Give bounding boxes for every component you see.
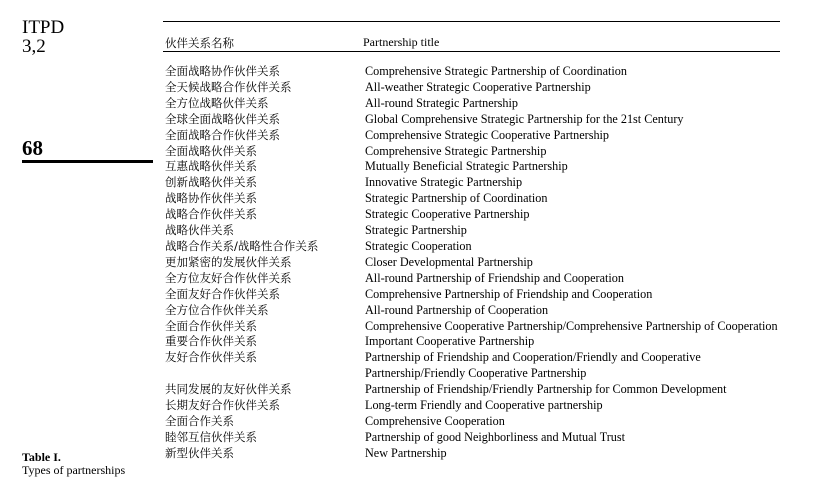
table-header-rule <box>163 51 780 52</box>
table-row <box>163 430 783 446</box>
partnership-name-chinese: 全面合作伙伴关系 <box>165 318 257 333</box>
partnership-name-chinese: 全球全面战略伙伴关系 <box>165 111 280 126</box>
partnership-title-english: Strategic Cooperative Partnership <box>365 207 530 222</box>
partnership-name-chinese: 长期友好合作伙伴关系 <box>165 398 280 413</box>
partnership-title-english: Global Comprehensive Strategic Partnership for the 21st Century <box>365 111 684 126</box>
partnership-name-chinese: 战略协作伙伴关系 <box>165 191 257 206</box>
partnership-title-english: Long-term Friendly and Cooperative partnership <box>365 398 603 413</box>
partnership-name-chinese: 互惠战略伙伴关系 <box>165 159 257 174</box>
partnership-title-english: Strategic Partnership of Coordination <box>365 191 548 206</box>
table-row <box>163 96 783 112</box>
table-row <box>163 128 783 144</box>
partnership-title-english: Strategic Partnership <box>365 223 467 238</box>
partnership-name-chinese: 全面友好合作伙伴关系 <box>165 286 280 301</box>
table-row <box>163 350 783 382</box>
table-row <box>163 446 783 462</box>
partnership-name-chinese: 重要合作伙伴关系 <box>165 334 257 349</box>
journal-label <box>22 18 64 56</box>
partnership-title-english: Comprehensive Cooperative Partnership/Comprehensive Partnership of Cooperation <box>365 318 778 333</box>
partnership-title-english: Partnership of Friendship and Cooperation/Friendly and Cooperative Partnership/Friendly Cooperative Partnership <box>365 350 701 381</box>
table-top-rule <box>163 21 780 22</box>
page-number: 68 <box>22 136 43 160</box>
table-row <box>163 334 783 350</box>
page-number-rule <box>22 160 153 163</box>
partnership-name-chinese: 全方位合作伙伴关系 <box>165 302 269 317</box>
partnership-name-chinese: 友好合作伙伴关系 <box>165 350 257 365</box>
partnership-title-english: All-round Partnership of Cooperation <box>365 302 549 317</box>
journal-volume: 3,2 <box>22 36 46 57</box>
partnership-name-chinese: 更加紧密的发展伙伴关系 <box>165 254 292 269</box>
table-row <box>163 64 783 80</box>
partnership-name-chinese: 战略合作伙伴关系 <box>165 207 257 222</box>
table-row <box>163 271 783 287</box>
caption-title: Table I. <box>22 450 61 464</box>
table-row <box>163 398 783 414</box>
partnership-name-chinese: 全天候战略合作伙伴关系 <box>165 79 292 94</box>
table-row <box>163 191 783 207</box>
table-row <box>163 255 783 271</box>
partnership-name-chinese: 全方位友好合作伙伴关系 <box>165 270 292 285</box>
table-row <box>163 382 783 398</box>
table-row <box>163 175 783 191</box>
partnership-title-english: Important Cooperative Partnership <box>365 334 535 349</box>
partnership-title-english: Innovative Strategic Partnership <box>365 175 523 190</box>
partnership-table <box>163 64 783 462</box>
partnership-name-chinese: 全面战略合作伙伴关系 <box>165 127 280 142</box>
partnership-title-english: Strategic Cooperation <box>365 238 472 253</box>
table-row <box>163 207 783 223</box>
table-row <box>163 112 783 128</box>
table-caption <box>22 451 125 477</box>
journal-title: ITPD <box>22 17 65 38</box>
partnership-title-english: All-round Partnership of Friendship and Cooperation <box>365 270 624 285</box>
table-row <box>163 239 783 255</box>
partnership-title-english: Comprehensive Cooperation <box>365 413 505 428</box>
caption-subtitle: Types of partnerships <box>22 463 126 477</box>
partnership-title-english: Mutually Beneficial Strategic Partnership <box>365 159 568 174</box>
table-row <box>163 223 783 239</box>
partnership-name-chinese: 战略伙伴关系 <box>165 223 234 238</box>
partnership-name-chinese: 新型伙伴关系 <box>165 445 234 460</box>
partnership-name-chinese: 全面战略伙伴关系 <box>165 143 257 158</box>
partnership-title-english: All-round Strategic Partnership <box>365 95 518 110</box>
table-row <box>163 287 783 303</box>
partnership-title-english: Partnership of Friendship/Friendly Partnership for Common Development <box>365 382 727 397</box>
partnership-title-english: All-weather Strategic Cooperative Partnership <box>365 79 591 94</box>
partnership-title-english: Closer Developmental Partnership <box>365 254 533 269</box>
table-row <box>163 303 783 319</box>
partnership-title-english: New Partnership <box>365 445 447 460</box>
table-row <box>163 414 783 430</box>
partnership-name-chinese: 共同发展的友好伙伴关系 <box>165 382 292 397</box>
table-row <box>163 159 783 175</box>
partnership-name-chinese: 睦邻互信伙伴关系 <box>165 429 257 444</box>
partnership-title-english: Partnership of good Neighborliness and Mutual Trust <box>365 429 625 444</box>
partnership-name-chinese: 全面战略协作伙伴关系 <box>165 64 280 78</box>
table-row <box>163 319 783 335</box>
partnership-name-chinese: 创新战略伙伴关系 <box>165 175 257 190</box>
partnership-title-english: Comprehensive Strategic Partnership of Coordination <box>365 64 627 78</box>
partnership-title-english: Comprehensive Partnership of Friendship and Cooperation <box>365 286 653 301</box>
partnership-title-english: Comprehensive Strategic Partnership <box>365 143 547 158</box>
partnership-name-chinese: 战略合作关系/战略性合作关系 <box>165 238 319 253</box>
header-partnership-title: Partnership title <box>363 35 440 49</box>
header-chinese-name: 伙伴关系名称 <box>165 36 234 50</box>
table-row <box>163 80 783 96</box>
partnership-title-english: Comprehensive Strategic Cooperative Partnership <box>365 127 610 142</box>
partnership-name-chinese: 全方位战略伙伴关系 <box>165 95 269 110</box>
partnership-name-chinese: 全面合作关系 <box>165 413 234 428</box>
table-row <box>163 144 783 160</box>
